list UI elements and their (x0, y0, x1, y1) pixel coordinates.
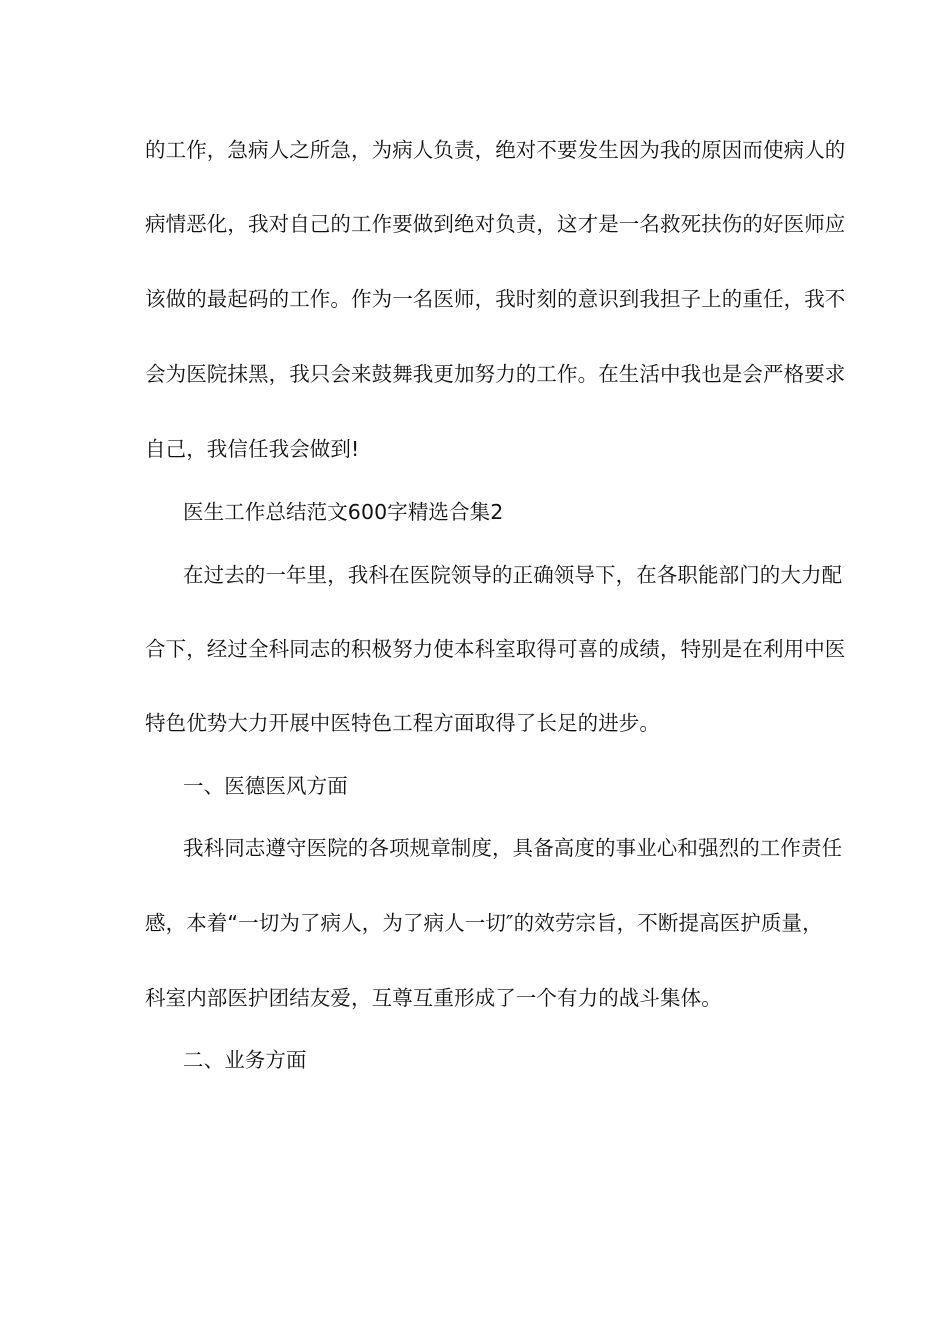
paragraph-line: 病情恶化，我对自己的工作要做到绝对负责，这才是一名救死扶伤的好医师应 (145, 212, 846, 236)
section-heading: 一、医德医风方面 (183, 774, 348, 798)
section-heading: 二、业务方面 (183, 1048, 307, 1072)
paragraph-line: 感，本着“一切为了病人，为了病人一切″的效劳宗旨，不断提高医护质量， (145, 911, 823, 935)
section-title: 医生工作总结范文600字精选合集2 (183, 500, 504, 524)
paragraph-line: 特色优势大力开展中医特色工程方面取得了长足的进步。 (145, 711, 660, 735)
paragraph-line: 科室内部医护团结友爱，互尊互重形成了一个有力的战斗集体。 (145, 986, 722, 1010)
paragraph-line: 合下，经过全科同志的积极努力使本科室取得可喜的成绩，特别是在利用中医 (145, 637, 846, 661)
paragraph-line: 该做的最起码的工作。作为一名医师，我时刻的意识到我担子上的重任，我不 (145, 287, 846, 311)
paragraph-line: 自己，我信任我会做到! (145, 437, 360, 461)
paragraph-line: 会为医院抹黑，我只会来鼓舞我更加努力的工作。在生活中我也是会严格要求 (145, 362, 846, 386)
paragraph-line: 的工作，急病人之所急，为病人负责，绝对不要发生因为我的原因而使病人的 (145, 138, 846, 162)
paragraph-line: 在过去的一年里，我科在医院领导的正确领导下，在各职能部门的大力配 (183, 563, 843, 587)
paragraph-line: 我科同志遵守医院的各项规章制度，具备高度的事业心和强烈的工作责任 (183, 836, 843, 860)
